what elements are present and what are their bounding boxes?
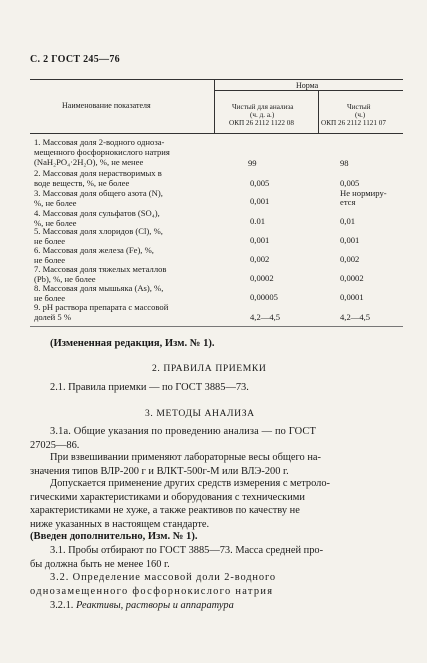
grade1-abbr: (ч. д. а.): [250, 111, 275, 119]
grade2-abbr: (ч.): [355, 111, 366, 119]
table-row-2-name: 2. Массовая доля нерастворимых в воде веществ, %, не более: [34, 168, 162, 189]
grade2-okp: ОКП 26 2112 1121 07: [321, 119, 386, 127]
table-row-3-name: 3. Массовая доля общего азота (N), %, не более: [34, 188, 163, 209]
section-3-title: 3. МЕТОДЫ АНАЛИЗА: [145, 408, 255, 419]
table-row-1-grade1: 99: [248, 158, 257, 168]
table-col-divider: [214, 79, 215, 134]
column-header-norm: Норма: [296, 81, 319, 90]
table-row-2-grade1: 0,005: [250, 178, 270, 188]
column-header-name: Наименование показателя: [62, 101, 151, 110]
table-row-3-grade2-cont: ется: [340, 197, 356, 207]
table-row-1-grade2: 98: [340, 158, 349, 168]
table-row-1-name: 1. Массовая доля 2-водного однoза- мещенного фосфорнокислого натрия (NaH₂PO₄·2H₂O), %, не менее: [34, 137, 170, 168]
table-row-3-grade1: 0,001: [250, 196, 270, 206]
paragraph-3-1: 3.1. Пробы отбирают по ГОСТ 3885—73. Масса средней про- бы должна быть не менее 160 г.: [30, 545, 324, 570]
table-norm-rule: [214, 90, 403, 91]
grade1-okp: ОКП 26 2112 1122 08: [229, 119, 294, 127]
table-row-8-grade2: 0,0001: [340, 292, 364, 302]
table-header-bottom-rule: [30, 133, 403, 134]
grade2-title: Чистый: [347, 103, 371, 111]
table-grade-divider: [318, 90, 319, 134]
paragraph-weighing: При взвешивании применяют лабораторные весы общего на- значения типов ВЛР-200 г и ВЛКТ-500г-М или ВЛЭ-200 г.: [30, 452, 321, 477]
table-row-5-name: 5. Массовая доля хлоридов (Cl), %, не более: [34, 226, 163, 247]
table-bottom-rule: [30, 326, 403, 327]
table-row-8-name: 8. Массовая доля мышьяка (As), %, не более: [34, 283, 164, 304]
table-row-3-grade2: Не нормиру-: [340, 188, 387, 198]
table-top-rule: [30, 79, 403, 80]
paragraph-allowed-instruments: Допускается применение других средств измерения с метроло- гическими характеристиками и оборудования с техническими характеристиками не хуже, а также реактивов по качеству не ниже указанных в настоящем стандарте.: [30, 478, 330, 530]
added-note: (Введен дополнительно, Изм. № 1).: [30, 531, 198, 542]
table-row-5-grade2: 0,001: [340, 235, 360, 245]
table-row-7-grade1: 0,0002: [250, 273, 274, 283]
table-row-6-name: 6. Массовая доля железа (Fe), %, не более: [34, 245, 154, 266]
table-row-6-grade1: 0,002: [250, 254, 270, 264]
section-2-title: 2. ПРАВИЛА ПРИЕМКИ: [152, 363, 267, 374]
table-row-6-grade2: 0,002: [340, 254, 360, 264]
paragraph-3-1a: 3.1а. Общие указания по проведению анализа — по ГОСТ 27025—86.: [30, 426, 317, 451]
page-header: С. 2 ГОСТ 245—76: [30, 54, 120, 65]
table-row-8-grade1: 0,00005: [250, 292, 278, 302]
table-row-9-name: 9. pH раствора препарата с массовой долей 5 %: [34, 302, 169, 323]
table-row-7-grade2: 0,0002: [340, 273, 364, 283]
table-row-4-grade1: 0.01: [250, 216, 266, 226]
table-row-9-grade2: 4,2—4,5: [340, 312, 371, 322]
table-row-5-grade1: 0,001: [250, 235, 270, 245]
table-row-4-name: 4. Массовая доля сульфатов (SO₄), %, не более: [34, 208, 160, 229]
table-row-7-name: 7. Массовая доля тяжелых металлов (Pb), %, не более: [34, 264, 167, 285]
table-row-4-grade2: 0,01: [340, 216, 356, 226]
table-row-2-grade2: 0,005: [340, 178, 360, 188]
paragraph-3-2: 3.2. Определение массовой доли 2-водного однозамещенного фосфорнокислого натрия: [30, 572, 276, 597]
edition-note: (Измененная редакция, Изм. № 1).: [50, 338, 215, 349]
table-row-9-grade1: 4,2—4,5: [250, 312, 281, 322]
grade1-title: Чистый для анализа: [232, 103, 294, 111]
paragraph-2-1: 2.1. Правила приемки — по ГОСТ 3885—73.: [50, 382, 249, 393]
paragraph-3-2-1: 3.2.1. Реактивы, растворы и аппаратура: [50, 600, 234, 611]
